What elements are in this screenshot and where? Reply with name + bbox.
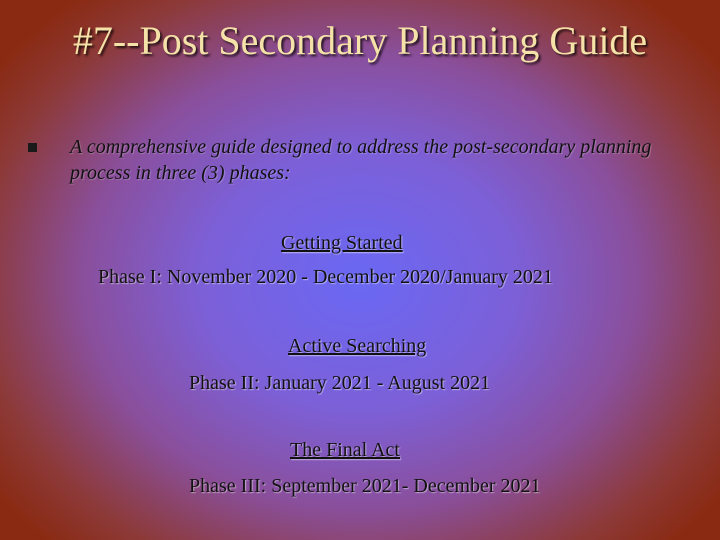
phase-1-dates: Phase I: November 2020 - December 2020/January 2021 <box>98 266 553 288</box>
bullet-text: A comprehensive guide designed to address the post-secondary planning process in three (3) phases: <box>70 136 652 184</box>
phase-2-heading: Active Searching <box>288 335 427 357</box>
phase-3-dates: Phase III: September 2021- December 2021 <box>189 475 541 497</box>
phase-1-heading: Getting Started <box>281 232 403 254</box>
square-bullet-icon <box>28 143 37 152</box>
phase-3-heading: The Final Act <box>290 439 400 461</box>
phase-2-dates: Phase II: January 2021 - August 2021 <box>189 372 491 394</box>
slide-title: #7--Post Secondary Planning Guide <box>72 18 648 63</box>
